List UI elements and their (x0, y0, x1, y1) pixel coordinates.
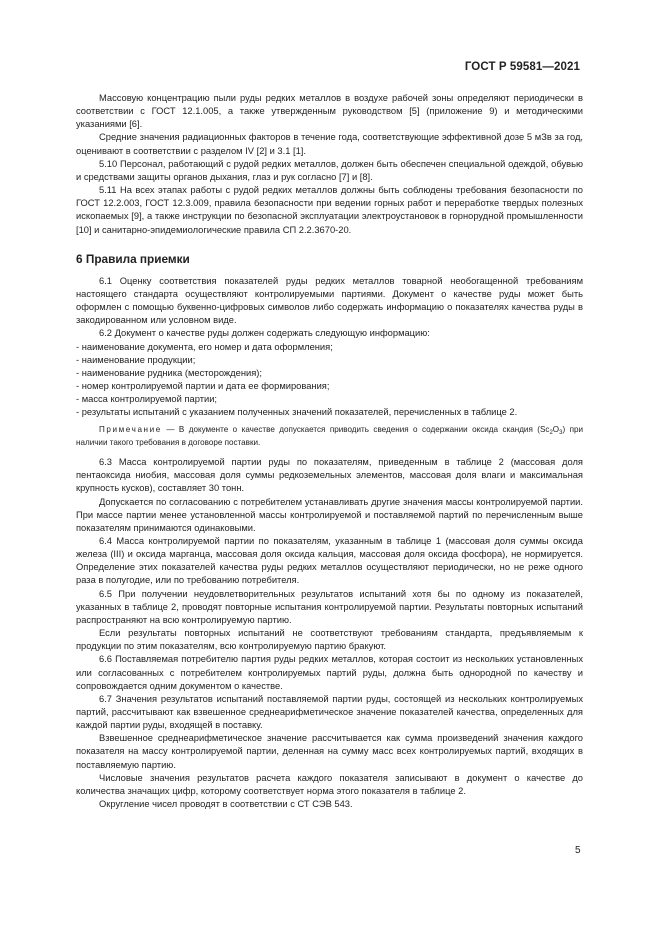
paragraph-weighted-mean: Взвешенное среднеарифметическое значение рассчитывается как сумма произведений значения каждого показателя на массу контролируемой партии, деленная на сумму масс всех контролируемых партий, входящих в поставляемую партию. (76, 733, 583, 770)
paragraph-dust-concentration: Массовую концентрацию пыли руды редких металлов в воздухе рабочей зоны определяют периодически в соответствии с ГОСТ 12.1.005, а также утвержденным руководством [5] (приложение 9) и методическими указаниями [6]. (76, 93, 583, 130)
note-sub-1: 2 (549, 430, 553, 437)
paragraph-6-1: 6.1 Оценку соответствия показателей руды редких металлов товарной необогащенной требованиям настоящего стандарта осуществляют контролируемыми партиями. Документ о качестве руды может быть оформлен с помощью буквенно-цифровых символов либо содержать информацию о показателях качества руды в закодированном или условном виде. (76, 275, 583, 326)
section-title: 6 Правила приемки (76, 251, 190, 266)
paragraph-5-10: 5.10 Персонал, работающий с рудой редких металлов, должен быть обеспечен специальной одеждой, обувью и средствами защиты органов дыхания, глаз и рук согласно [7] и [8]. (76, 158, 583, 182)
note-mid: O (552, 425, 560, 435)
note (76, 424, 583, 449)
paragraph-6-3: 6.3 Масса контролируемой партии руды по показателям, приведенным в таблице 2 (массовая доля пентаоксида ниобия, массовая доля суммы редкоземельных элементов, массовая доля влаги и максимальная крупность кусков), составляет 30 тонн. (76, 457, 583, 494)
paragraph-numeric-values: Числовые значения результатов расчета каждого показателя записывают в документ о качестве до количества значащих цифр, которому соответствует норма этого показателя в таблице 2. (76, 772, 583, 796)
paragraph-6-5: 6.5 При получении неудовлетворительных результатов испытаний хотя бы по одному из показателей, указанных в таблице 2, проводят повторные испытания контролируемой партии. Результаты повторных испытаний распространяют на всю контролируемую партию. (76, 588, 583, 625)
paragraph-radiation-factors: Средние значения радиационных факторов в течение года, соответствующие эффективной дозе 5 мЗв за год, оценивают в соответствии с разделом IV [2] и 3.1 [1]. (76, 132, 583, 156)
paragraph-6-4: 6.4 Масса контролируемой партии по показателям, указанным в таблице 1 (массовая доля суммы оксида железа (III) и оксида марганца, массовая доля оксида кальция, массовая доля оксида фосфора), не нормируется. Определение этих показателей качества руды редких металлов осуществляют периодически, но не реже одного раза в полугодие, или по требованию потребителя. (76, 535, 583, 586)
document-code-header: ГОСТ Р 59581—2021 (464, 61, 580, 73)
list-item: - номер контролируемой партии и дата ее формирования; (76, 380, 330, 391)
note-text-b: ) при наличии такого требования в договоре поставки. (76, 425, 583, 447)
paragraph-6-3-permit: Допускается по согласованию с потребителем устанавливать другие значения массы контролируемой партии. При массе партии менее установленной массы контролируемой и поставляемой партий по перечисленным выше показателям принимаются одинаковыми. (76, 496, 583, 533)
paragraph-6-6: 6.6 Поставляемая потребителю партия руды редких металлов, которая состоит из нескольких установленных или согласованных с потребителем контролируемых партий руды, должна быть однородной по качеству и сопровождается одним документом о качестве. (76, 654, 583, 691)
list-item: - результаты испытаний с указанием полученных значений показателей, перечисленных в таблице 2. (76, 407, 518, 418)
list-item: - наименование документа, его номер и дата оформления; (76, 341, 333, 352)
note-label: Примечание (99, 425, 162, 435)
note-sub-2: 3 (559, 430, 563, 437)
paragraph-rounding: Округление чисел проводят в соответствии с СТ СЭВ 543. (99, 799, 353, 810)
list-item: - наименование рудника (месторождения); (76, 367, 262, 378)
paragraph-6-2: 6.2 Документ о качестве руды должен содержать следующую информацию: (99, 328, 430, 339)
page-content (76, 92, 583, 811)
paragraph-6-7: 6.7 Значения результатов испытаний поставляемой партии руды, состоящей из нескольких контролируемых партий, рассчитывают как взвешенное среднеарифметическое значение показателей качества, определенных для каждой партии руды, входящей в поставку. (76, 693, 583, 731)
note-text-a: — В документе о качестве допускается приводить сведения о содержании оксида скандия (Sc (161, 425, 550, 435)
list-item: - масса контролируемой партии; (76, 394, 218, 405)
paragraph-5-11: 5.11 На всех этапах работы с рудой редких металлов должны быть соблюдены требования безопасности по ГОСТ 12.2.003, ГОСТ 12.3.009, правила безопасности при ведении горных работ и переработке твердых полезных ископаемых [9], а также инструкции по безопасной эксплуатации электроустановок в горнорудной промышленности [10] и санитарно-эпидемиологические правила СП 2.2.3670-20. (76, 185, 583, 235)
page-number: 5 (575, 845, 581, 856)
paragraph-6-5-reject: Если результаты повторных испытаний не соответствуют требованиям стандарта, предъявляемым к продукции по этим показателям, всю контролируемую партию бракуют. (76, 628, 583, 652)
list-item: - наименование продукции; (76, 354, 196, 365)
